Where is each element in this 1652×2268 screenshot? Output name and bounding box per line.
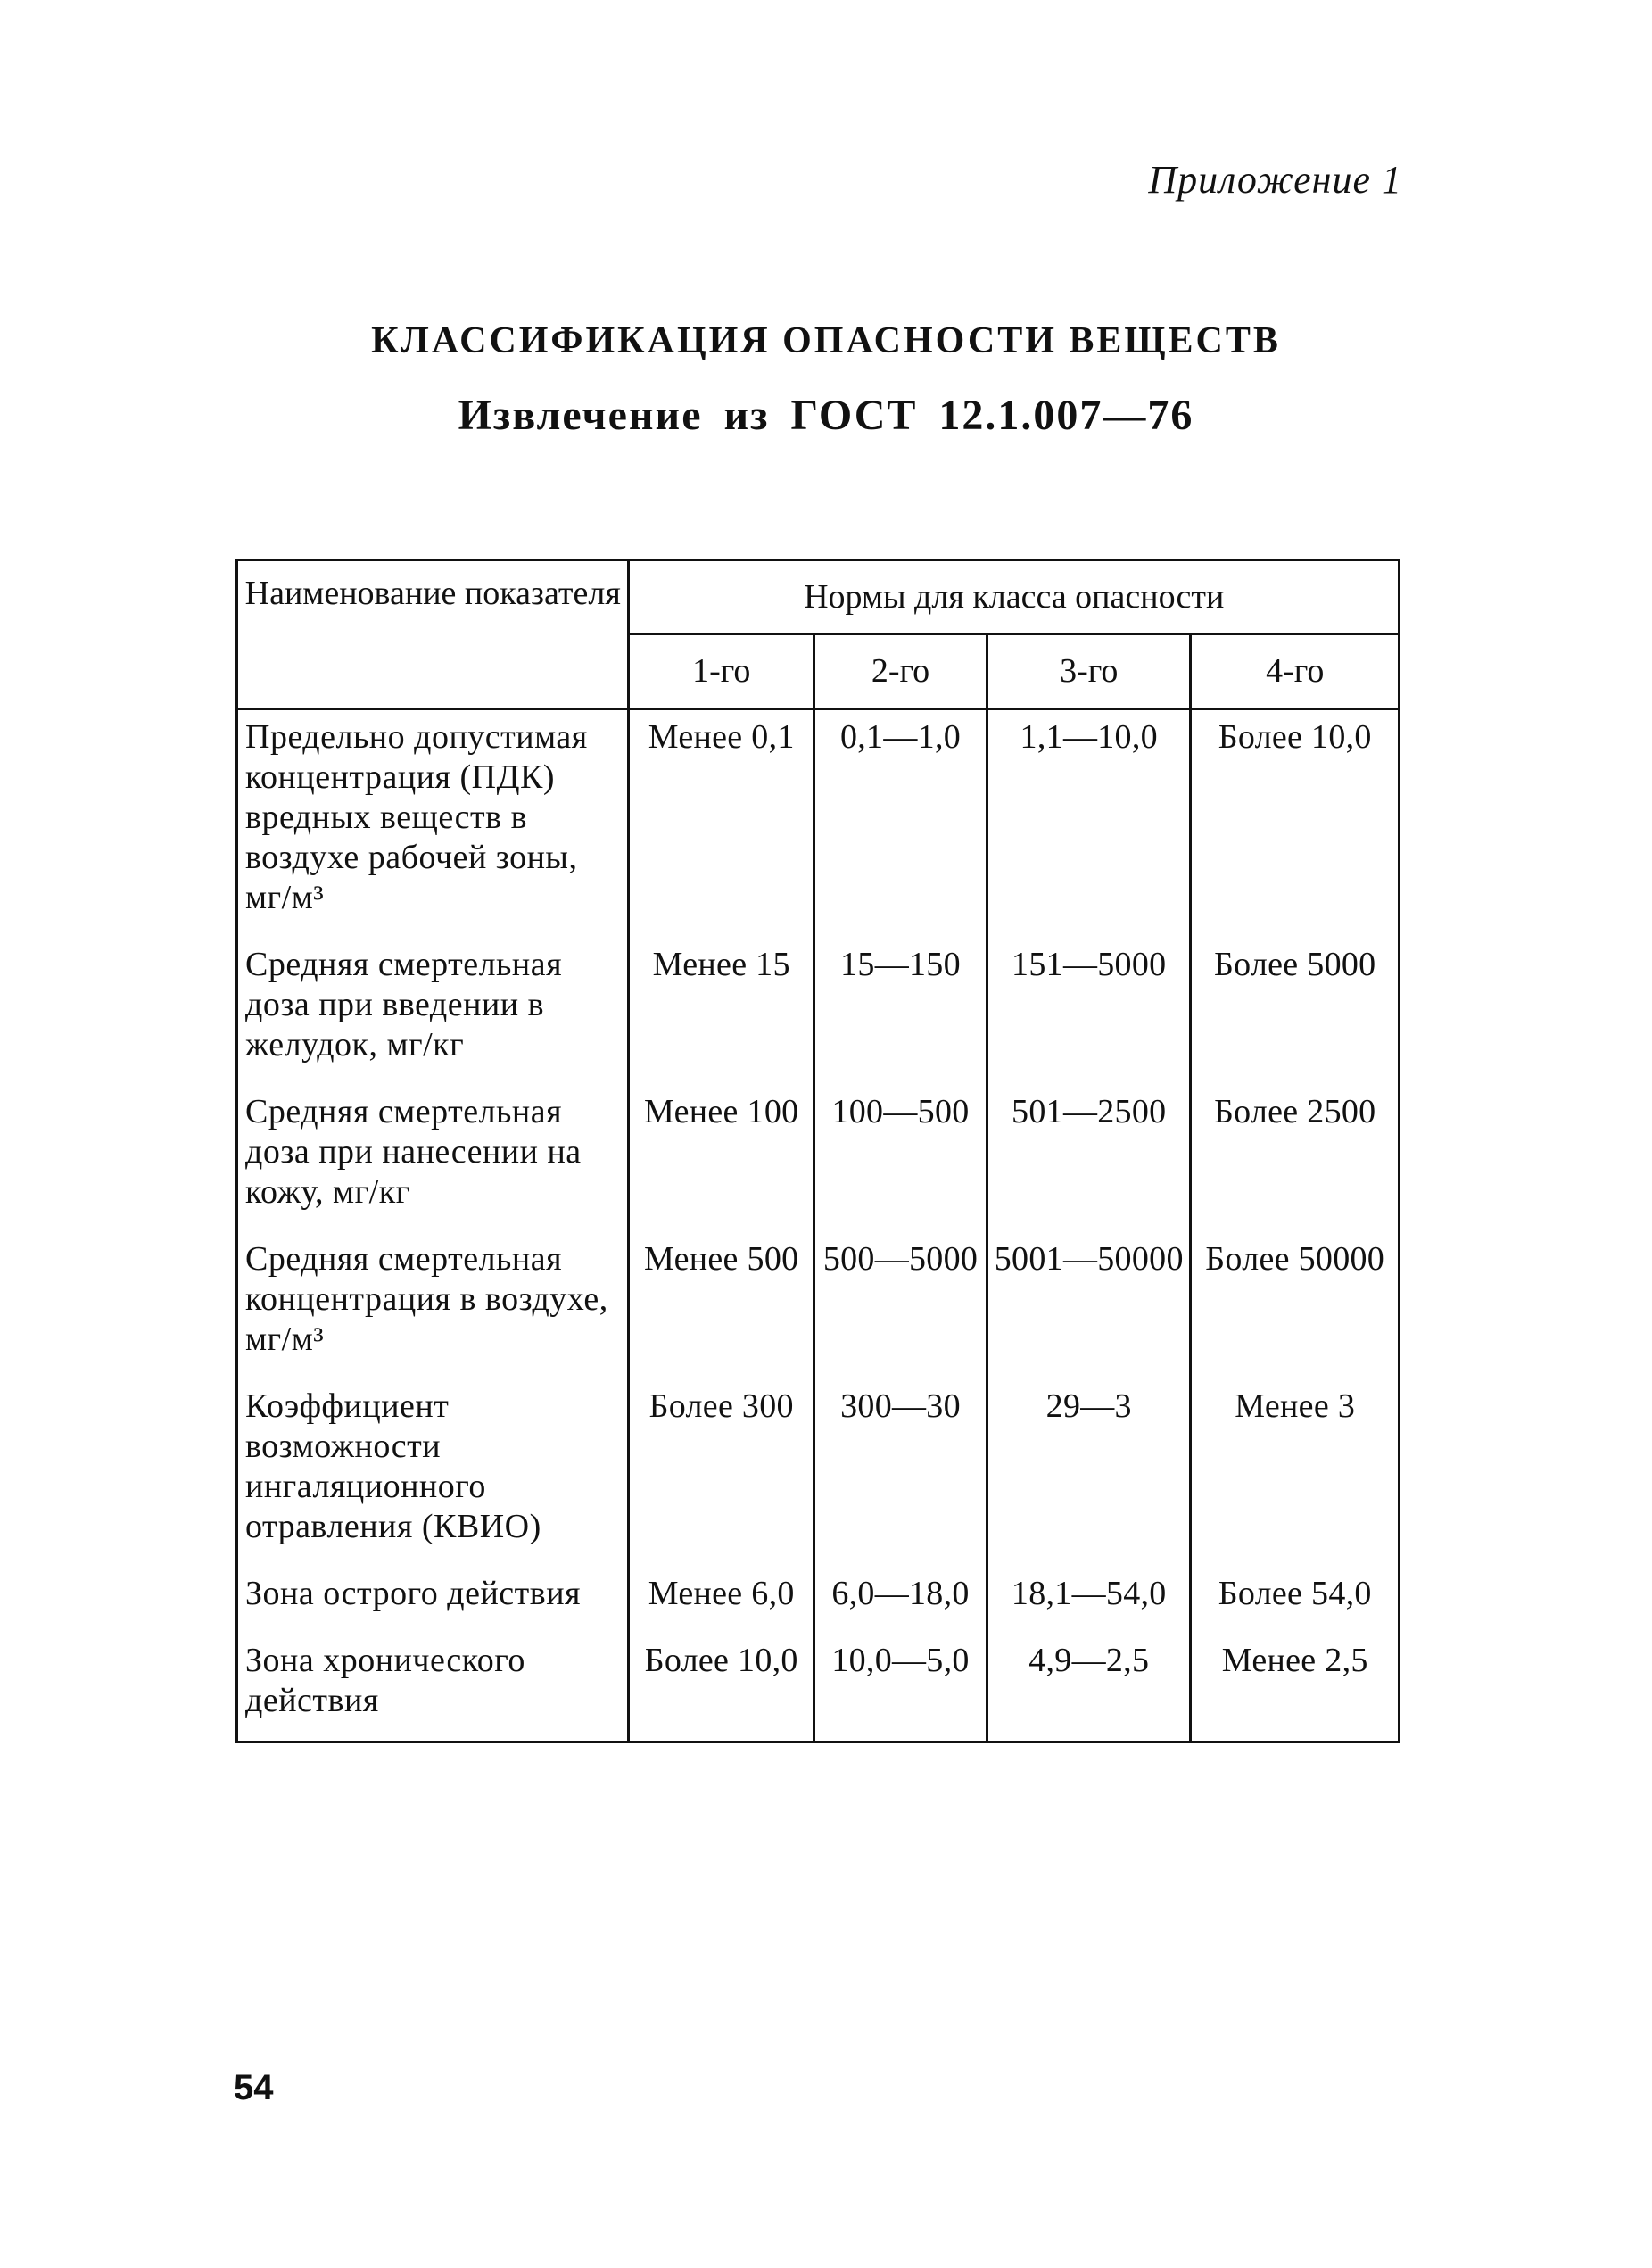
header-class-4: 4-го <box>1191 634 1400 709</box>
value-cell: Более 10,0 <box>1191 709 1400 939</box>
indicator-cell: Зона хронического действия <box>237 1634 629 1742</box>
document-subtitle <box>0 391 1652 440</box>
indicator-cell: Средняя смертельная доза при введении в желудок, мг/кг <box>237 938 629 1085</box>
value-cell: 1,1—10,0 <box>987 709 1191 939</box>
value-cell: 6,0—18,0 <box>814 1567 987 1634</box>
table-row <box>237 1567 1400 1634</box>
value-cell: Менее 2,5 <box>1191 1634 1400 1742</box>
indicator-cell: Предельно допустимая концентрация (ПДК) вредных веществ в воздухе рабочей зоны, мг/м³ <box>237 709 629 939</box>
page-number: 54 <box>234 2068 274 2107</box>
value-cell: Более 10,0 <box>629 1634 814 1742</box>
value-cell: 4,9—2,5 <box>987 1634 1191 1742</box>
indicator-cell: Зона острого действия <box>237 1567 629 1634</box>
subtitle-word-gost: ГОСТ <box>790 392 918 439</box>
value-cell: Менее 500 <box>629 1232 814 1379</box>
value-cell: 300—30 <box>814 1379 987 1567</box>
value-cell: 501—2500 <box>987 1085 1191 1232</box>
table-row <box>237 1379 1400 1567</box>
indicator-cell: Средняя смертельная доза при нанесении на кожу, мг/кг <box>237 1085 629 1232</box>
document-title: КЛАССИФИКАЦИЯ ОПАСНОСТИ ВЕЩЕСТВ <box>371 320 1281 361</box>
header-indicator-name: Наименование показателя <box>237 560 629 709</box>
value-cell: 5001—50000 <box>987 1232 1191 1379</box>
value-cell: Более 50000 <box>1191 1232 1400 1379</box>
value-cell: Менее 6,0 <box>629 1567 814 1634</box>
table-row <box>237 1232 1400 1379</box>
value-cell: 29—3 <box>987 1379 1191 1567</box>
value-cell: 500—5000 <box>814 1232 987 1379</box>
value-cell: Менее 3 <box>1191 1379 1400 1567</box>
value-cell: 10,0—5,0 <box>814 1634 987 1742</box>
appendix-label: Приложение 1 <box>1148 158 1402 202</box>
value-cell: 18,1—54,0 <box>987 1567 1191 1634</box>
table-header-row <box>237 560 1400 635</box>
hazard-classification-table <box>235 559 1400 1743</box>
header-class-3: 3-го <box>987 634 1191 709</box>
table-row <box>237 709 1400 939</box>
value-cell: Более 54,0 <box>1191 1567 1400 1634</box>
value-cell: 15—150 <box>814 938 987 1085</box>
subtitle-standard-number: 12.1.007—76 <box>938 392 1194 439</box>
table-head <box>237 560 1400 709</box>
subtitle-word-extract: Извлечение <box>458 392 703 439</box>
value-cell: Более 300 <box>629 1379 814 1567</box>
value-cell: 100—500 <box>814 1085 987 1232</box>
header-class-2: 2-го <box>814 634 987 709</box>
value-cell: Более 5000 <box>1191 938 1400 1085</box>
header-norms: Нормы для класса опасности <box>629 560 1400 635</box>
table-row <box>237 1085 1400 1232</box>
table-row <box>237 1634 1400 1742</box>
subtitle-word-from: из <box>723 392 770 439</box>
indicator-cell: Средняя смертельная концентрация в воздухе, мг/м³ <box>237 1232 629 1379</box>
header-class-1: 1-го <box>629 634 814 709</box>
value-cell: Менее 0,1 <box>629 709 814 939</box>
value-cell: Менее 100 <box>629 1085 814 1232</box>
value-cell: 0,1—1,0 <box>814 709 987 939</box>
table-row <box>237 938 1400 1085</box>
value-cell: 151—5000 <box>987 938 1191 1085</box>
value-cell: Более 2500 <box>1191 1085 1400 1232</box>
indicator-cell: Коэффициент возможности ингаляционного отравления (КВИО) <box>237 1379 629 1567</box>
value-cell: Менее 15 <box>629 938 814 1085</box>
table-body <box>237 709 1400 1742</box>
